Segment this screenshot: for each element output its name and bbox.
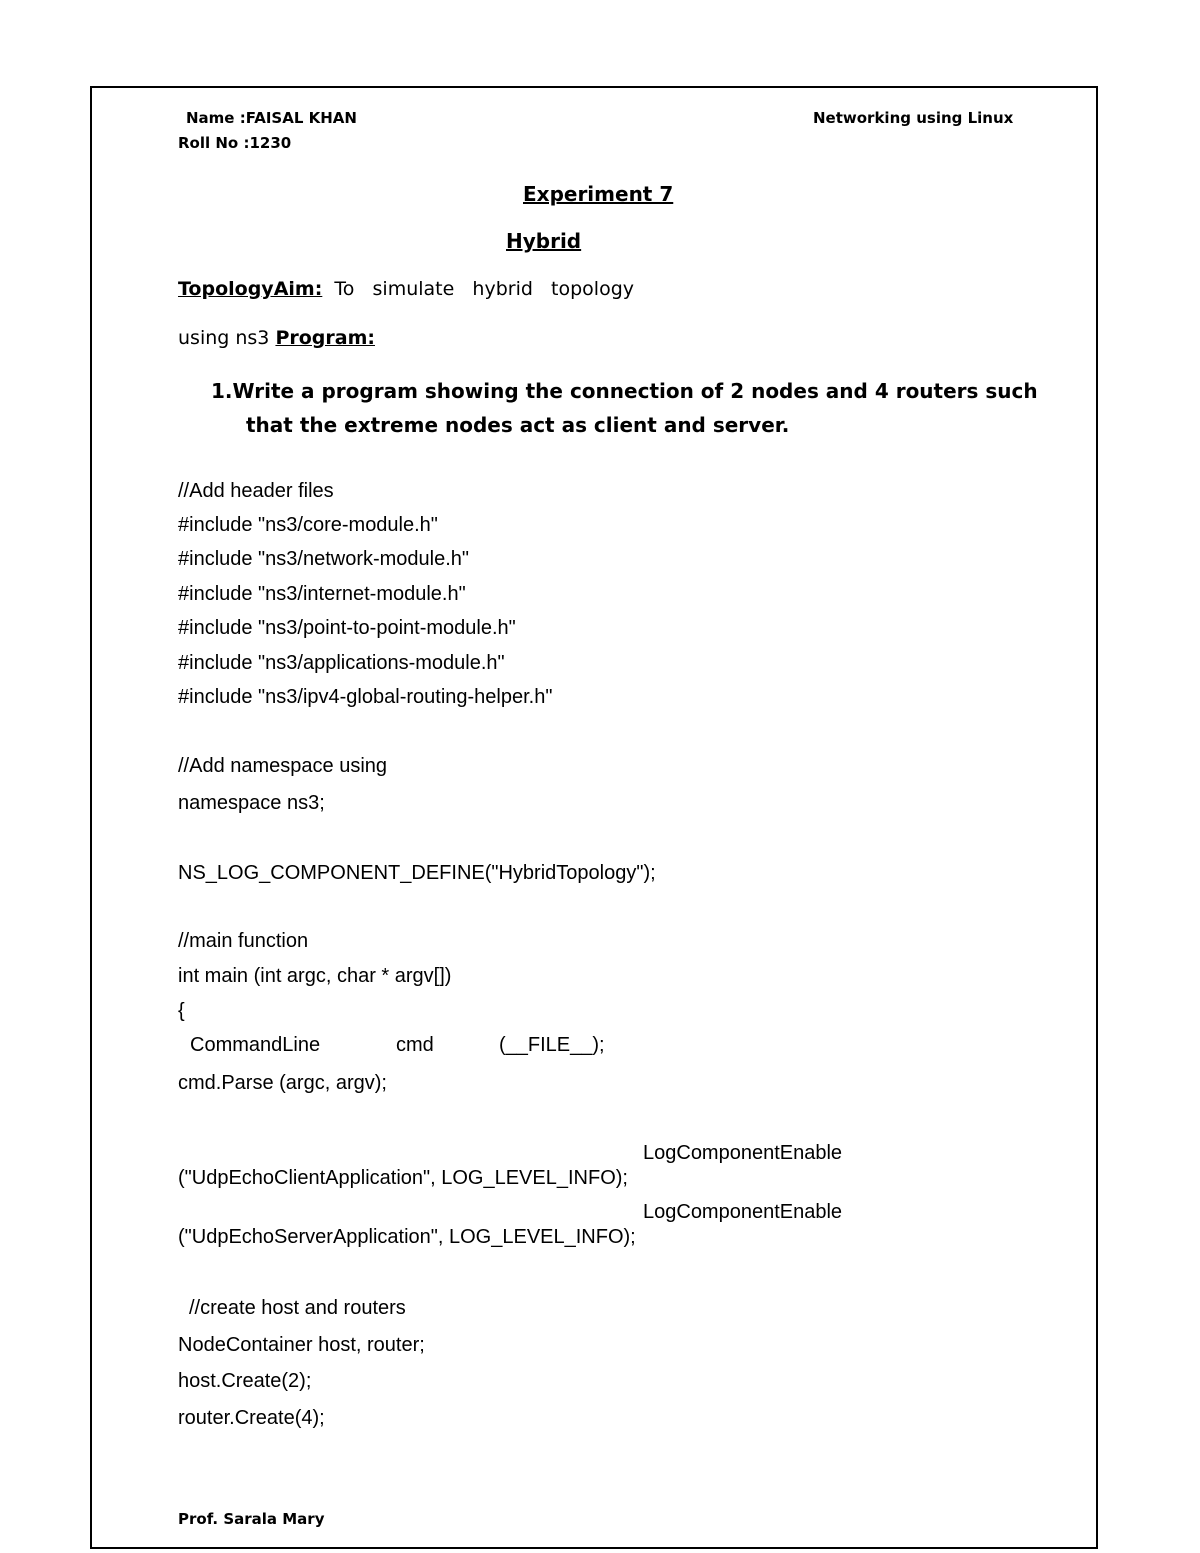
professor-name: Prof. Sarala Mary — [178, 1510, 325, 1528]
code-comment-headers: //Add header files — [178, 480, 334, 502]
code-host-create: host.Create(2); — [178, 1370, 312, 1392]
code-log-enable: LogComponentEnable — [643, 1201, 843, 1223]
code-include: #include "ns3/core-module.h" — [178, 514, 438, 536]
program-label: Program: — [275, 327, 375, 349]
code-include: #include "ns3/ipv4-global-routing-helper.h" — [178, 686, 553, 708]
code-include: #include "ns3/applications-module.h" — [178, 652, 505, 674]
code-cmd-parse: cmd.Parse (argc, argv); — [178, 1072, 387, 1094]
course-name: Networking using Linux — [813, 109, 1014, 127]
code-log-server: ("UdpEchoServerApplication", LOG_LEVEL_INFO); — [178, 1226, 636, 1248]
code-comment-create: //create host and routers — [189, 1297, 406, 1319]
code-main-signature: int main (int argc, char * argv[]) — [178, 965, 452, 987]
code-log-define: NS_LOG_COMPONENT_DEFINE("HybridTopology"); — [178, 862, 656, 884]
code-cmd: cmd — [396, 1034, 434, 1056]
task-line-2: that the extreme nodes act as client and server. — [246, 413, 790, 437]
code-log-client: ("UdpEchoClientApplication", LOG_LEVEL_INFO); — [178, 1167, 628, 1189]
code-namespace: namespace ns3; — [178, 792, 325, 814]
task-text-1: Write a program showing the connection of 2 nodes and 4 routers such — [232, 379, 1038, 403]
aim-text: To simulate hybrid topology — [334, 278, 635, 300]
code-commandline: CommandLine — [190, 1034, 321, 1056]
code-router-create: router.Create(4); — [178, 1407, 325, 1429]
experiment-title: Experiment 7 — [523, 182, 674, 206]
code-node-container: NodeContainer host, router; — [178, 1334, 425, 1356]
aim-line — [178, 278, 634, 300]
hybrid-title: Hybrid — [506, 229, 582, 253]
code-comment-main: //main function — [178, 930, 309, 952]
code-open-brace: { — [178, 1000, 185, 1022]
student-name: Name :FAISAL KHAN — [186, 109, 357, 127]
aim-label: TopologyAim: — [178, 278, 323, 300]
code-comment-namespace: //Add namespace using — [178, 755, 388, 777]
page-border — [90, 86, 1098, 1549]
code-file-macro: (__FILE__); — [499, 1034, 605, 1056]
code-include: #include "ns3/network-module.h" — [178, 548, 470, 570]
roll-number: Roll No :1230 — [178, 134, 292, 152]
code-include: #include "ns3/point-to-point-module.h" — [178, 617, 516, 639]
task-number: 1. — [211, 379, 233, 403]
code-include: #include "ns3/internet-module.h" — [178, 583, 466, 605]
aim-line-2 — [178, 327, 375, 349]
aim-line2-text: using ns3 — [178, 327, 276, 349]
code-log-enable: LogComponentEnable — [643, 1142, 843, 1164]
task-line-1 — [211, 379, 1038, 403]
